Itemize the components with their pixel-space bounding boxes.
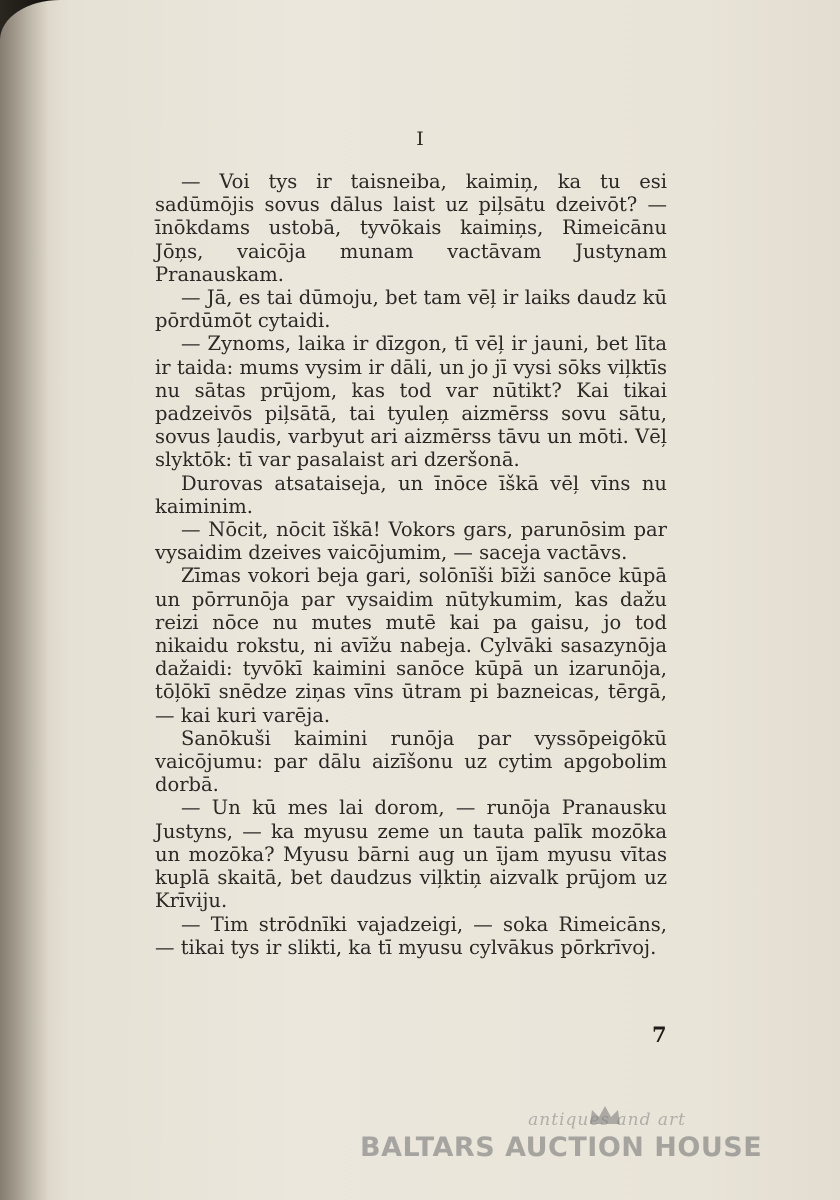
paragraph: — Zynoms, laika ir dīzgon, tī vēļ ir jauni, bet līta ir taida: mums vysim ir dāli, un jo jī vysi sōks viļktīs nu sātas prūjom, kas tod var nūtikt? Kai tikai padzeivōs piļsātā, tai tyuleņ aizmērss sovu sātu, sovus ļaudis, varbyut ari aizmērss tāvu un mōti. Vēļ slyktōk: tī var pasalaist ari dzeršonā. — [155, 332, 667, 472]
paragraph: Zīmas vokori beja gari, solōnīši bīži sanōce kūpā un pōrrunōja par vysaidim nūtykumim, kas dažu reizi nōce nu mutes mutē kai pa gaisu, jo tod nikaidu rokstu, ni avīžu nabeja. Cylvāki sasazynōja dažaidi: tyvōkī kaimini sanōce kūpā un izarunōja, tōļōkī snēdze ziņas vīns ūtram pi bazneicas, tērgā, — kai kuri varēja. — [155, 564, 667, 727]
body-text — [155, 170, 667, 959]
watermark-tagline: antiques and art — [528, 1110, 686, 1130]
auction-house-watermark — [360, 1110, 763, 1180]
paragraph: — Nōcit, nōcit īškā! Vokors gars, parunōsim par vysaidim dzeives vaicōjumim, — saceja vactāvs. — [155, 518, 667, 565]
paragraph: Sanōkuši kaimini runōja par vyssōpeigōkū vaicōjumu: par dālu aizīšonu uz cytim apgobolim dorbā. — [155, 726, 667, 797]
paragraph: — Jā, es tai dūmoju, bet tam vēļ ir laiks daudz kū pōrdūmōt cytaidi. — [155, 286, 667, 333]
page-gutter-shadow — [0, 0, 48, 1200]
paragraph: — Voi tys ir taisneiba, kaimiņ, ka tu esi sadūmōjis sovus dālus laist uz piļsātu dzeivōt? — īnōkdams ustobā, tyvōkais kaimiņs, Rimeicānu Jōņs, vaicōja munam vactāvam Justynam Pranauskam. — [155, 170, 667, 286]
paragraph: — Un kū mes lai dorom, — runōja Pranausku Justyns, — ka myusu zeme un tauta palīk mozōka un mozōka? Myusu bārni aug un ījam myusu vītas kuplā skaitā, bet daudzus viļktiņ aizvalk prūjom uz Krīviju. — [155, 796, 667, 913]
page-number: 7 — [652, 1022, 667, 1047]
paragraph: Durovas atsataiseja, un īnōce īškā vēļ vīns nu kaiminim. — [155, 471, 667, 518]
chapter-numeral: I — [416, 128, 424, 150]
paragraph: — Tim strōdnīki vajadzeigi, — soka Rimeicāns, — tikai tys ir slikti, ka tī myusu cylvākus pōrkrīvoj. — [155, 912, 667, 959]
watermark-title: BALTARS AUCTION HOUSE — [360, 1132, 763, 1163]
